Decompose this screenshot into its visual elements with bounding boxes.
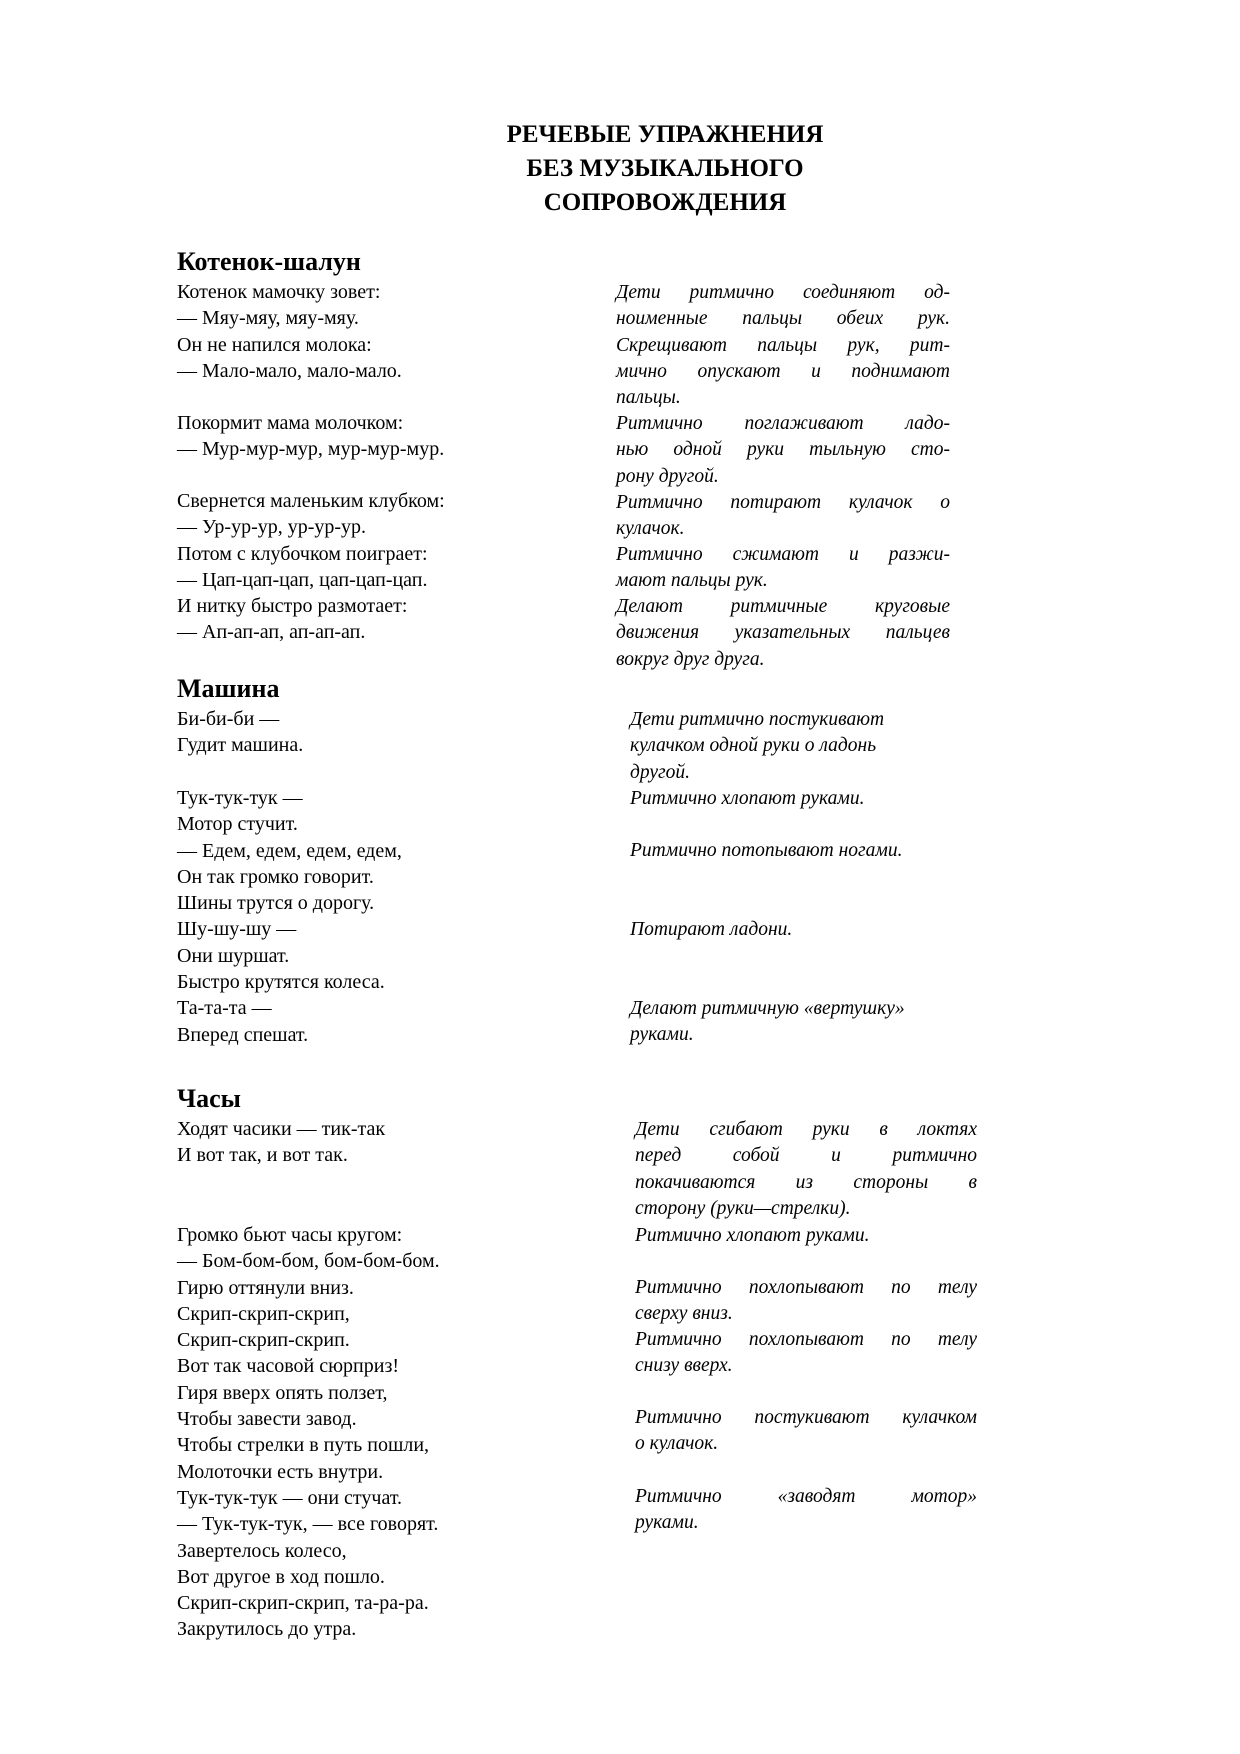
movement-note bbox=[630, 996, 960, 1049]
movement-note bbox=[616, 464, 950, 490]
note-line: Ритмично постукивают кулачком bbox=[635, 1407, 977, 1428]
section-heading-clock: Часы bbox=[177, 1084, 241, 1113]
verse-line: — Цап-цап-цап, цап-цап-цап. bbox=[177, 568, 428, 591]
note-line: Ритмично хлопают руками. bbox=[635, 1225, 870, 1246]
verse-line: Покормит мама молочком: bbox=[177, 412, 404, 434]
verse-line: — Ап-ап-ап, ап-ап-ап. bbox=[177, 621, 366, 644]
verse-line: Мотор стучит. bbox=[177, 813, 298, 836]
movement-note bbox=[635, 1353, 977, 1379]
verse-line: — Тук-тук-тук, — все говорят. bbox=[177, 1513, 439, 1536]
note-line: Делают ритмичную «вертушку» bbox=[630, 998, 905, 1019]
note-line: нью одной руки тыльную сто- bbox=[616, 439, 950, 461]
note-line: Дети сгибают руки в локтях bbox=[635, 1119, 977, 1140]
movement-note bbox=[616, 568, 950, 594]
movement-note bbox=[635, 1484, 977, 1510]
verse-line: Гудит машина. bbox=[177, 734, 304, 757]
note-line: руками. bbox=[630, 1024, 694, 1046]
note-line: руками. bbox=[635, 1512, 699, 1533]
movement-note bbox=[630, 838, 960, 864]
verse-line: Скрип-скрип-скрип, та-ра-ра. bbox=[177, 1592, 429, 1615]
movement-note bbox=[616, 542, 950, 568]
movement-note bbox=[635, 1196, 977, 1222]
movement-note bbox=[616, 280, 950, 385]
verse-line: — Мур-мур-мур, мур-мур-мур. bbox=[177, 438, 445, 461]
verse-block bbox=[177, 488, 445, 646]
verse-line: Завертелось колесо, bbox=[177, 1539, 347, 1562]
verse-line: — Едем, едем, едем, едем, bbox=[177, 839, 402, 862]
verse-line: Вперед спешат. bbox=[177, 1023, 309, 1046]
movement-note bbox=[616, 490, 950, 516]
note-line: Скрещивают пальцы рук, рит- bbox=[616, 334, 950, 356]
verse-line: И нитку быстро размотает: bbox=[177, 595, 408, 618]
verse-block bbox=[177, 706, 303, 759]
movement-note bbox=[635, 1510, 977, 1536]
section-heading-kitten: Котенок-шалун bbox=[177, 247, 361, 276]
section-heading-car: Машина bbox=[177, 674, 280, 703]
note-line: Потирают ладони. bbox=[630, 919, 793, 940]
verse-line: Вот другое в ход пошло. bbox=[177, 1565, 385, 1588]
verse-line: И вот так, и вот так. bbox=[177, 1144, 348, 1167]
movement-note bbox=[635, 1301, 977, 1327]
verse-line: Котенок мамочку зовет: bbox=[177, 281, 381, 303]
note-line: Ритмично похлопывают по телу bbox=[635, 1329, 977, 1350]
verse-line: Скрип-скрип-скрип, bbox=[177, 1302, 350, 1325]
movement-note bbox=[630, 707, 960, 786]
verse-line: Шу-шу-шу — bbox=[177, 918, 297, 941]
note-line: покачиваются из стороны в bbox=[635, 1171, 977, 1193]
verse-line: — Мяу-мяу, мяу-мяу. bbox=[177, 307, 359, 330]
movement-note bbox=[616, 594, 950, 647]
note-line: движения указательных пальцев bbox=[616, 622, 950, 644]
verse-line: Та-та-та — bbox=[177, 997, 272, 1020]
note-line: Ритмично потопывают ногами. bbox=[630, 840, 903, 861]
note-line: вокруг друг друга. bbox=[616, 649, 765, 670]
verse-line: Тук-тук-тук — они стучат. bbox=[177, 1486, 403, 1509]
movement-note bbox=[616, 516, 950, 542]
note-line: Делают ритмичные круговые bbox=[616, 596, 950, 617]
movement-note bbox=[635, 1405, 977, 1431]
note-line: Ритмично потирают кулачок о bbox=[616, 492, 950, 513]
movement-note bbox=[635, 1223, 977, 1249]
note-line: снизу вверх. bbox=[635, 1355, 733, 1376]
movement-note bbox=[616, 411, 950, 464]
verse-line: Гиря вверх опять ползет, bbox=[177, 1381, 388, 1404]
verse-block bbox=[177, 785, 402, 1048]
movement-note bbox=[616, 647, 950, 673]
verse-line: Молоточки есть внутри. bbox=[177, 1460, 384, 1483]
verse-line: Он не напился молока: bbox=[177, 333, 372, 356]
verse-line: Он так громко говорит. bbox=[177, 865, 374, 888]
verse-line: — Ур-ур-ур, ур-ур-ур. bbox=[177, 516, 367, 539]
verse-line: Свернется маленьким клубком: bbox=[177, 490, 445, 512]
movement-note bbox=[635, 1431, 977, 1457]
note-line: ноименные пальцы обеих рук. bbox=[616, 308, 950, 330]
movement-note bbox=[630, 917, 960, 943]
note-line: сверху вниз. bbox=[635, 1303, 733, 1324]
title-line: РЕЧЕВЫЕ УПРАЖНЕНИЯ bbox=[506, 121, 824, 148]
verse-line: Би-би-би — bbox=[177, 708, 280, 730]
note-line: рону другой. bbox=[616, 466, 719, 487]
verse-line: Они шуршат. bbox=[177, 944, 290, 967]
note-line: мично опускают и поднимают bbox=[616, 360, 950, 382]
verse-line: Ходят часики — тик-так bbox=[177, 1118, 386, 1140]
movement-note bbox=[635, 1327, 977, 1353]
note-line: Ритмично хлопают руками. bbox=[630, 788, 865, 809]
title-line: БЕЗ МУЗЫКАЛЬНОГО bbox=[526, 155, 804, 182]
verse-line: Быстро крутятся колеса. bbox=[177, 971, 385, 994]
note-line: пальцы. bbox=[616, 387, 681, 408]
verse-line: — Мало-мало, мало-мало. bbox=[177, 359, 402, 382]
note-line: Дети ритмично постукивают bbox=[630, 709, 885, 730]
verse-line: — Бом-бом-бом, бом-бом-бом. bbox=[177, 1250, 440, 1273]
title-line: СОПРОВОЖДЕНИЯ bbox=[543, 189, 787, 216]
movement-note bbox=[635, 1117, 977, 1196]
note-line: кулачком одной руки о ладонь bbox=[630, 735, 877, 757]
verse-line: Чтобы завести завод. bbox=[177, 1408, 357, 1431]
verse-block bbox=[177, 1116, 385, 1169]
verse-line: Чтобы стрелки в путь пошли, bbox=[177, 1434, 430, 1457]
note-line: Ритмично поглаживают ладо- bbox=[616, 413, 950, 434]
verse-line: Гирю оттянули вниз. bbox=[177, 1276, 354, 1299]
note-line: о кулачок. bbox=[635, 1433, 719, 1454]
verse-line: Тук-тук-тук — bbox=[177, 787, 303, 809]
verse-line: Потом с клубочком поиграет: bbox=[177, 542, 428, 565]
page-title bbox=[0, 118, 1240, 220]
verse-line: Шины трутся о дорогу. bbox=[177, 892, 375, 915]
note-line: перед собой и ритмично bbox=[635, 1145, 977, 1167]
verse-line: Закрутилось до утра. bbox=[177, 1618, 357, 1641]
note-line: Дети ритмично соединяют од- bbox=[616, 282, 950, 303]
note-line: Ритмично похлопывают по телу bbox=[635, 1277, 977, 1298]
verse-block bbox=[177, 1222, 440, 1643]
verse-block bbox=[177, 410, 444, 463]
movement-note bbox=[630, 786, 960, 812]
note-line: мают пальцы рук. bbox=[616, 570, 768, 591]
note-line: Ритмично «заводят мотор» bbox=[635, 1486, 977, 1507]
note-line: Ритмично сжимают и разжи- bbox=[616, 544, 950, 565]
note-line: сторону (руки—стрелки). bbox=[635, 1198, 851, 1219]
verse-line: Скрип-скрип-скрип. bbox=[177, 1329, 350, 1352]
movement-note bbox=[635, 1275, 977, 1301]
verse-line: Вот так часовой сюрприз! bbox=[177, 1355, 400, 1378]
verse-block bbox=[177, 279, 402, 384]
verse-line: Громко бьют часы кругом: bbox=[177, 1224, 403, 1246]
note-line: другой. bbox=[630, 761, 690, 783]
note-line: кулачок. bbox=[616, 518, 685, 539]
movement-note bbox=[616, 385, 950, 411]
